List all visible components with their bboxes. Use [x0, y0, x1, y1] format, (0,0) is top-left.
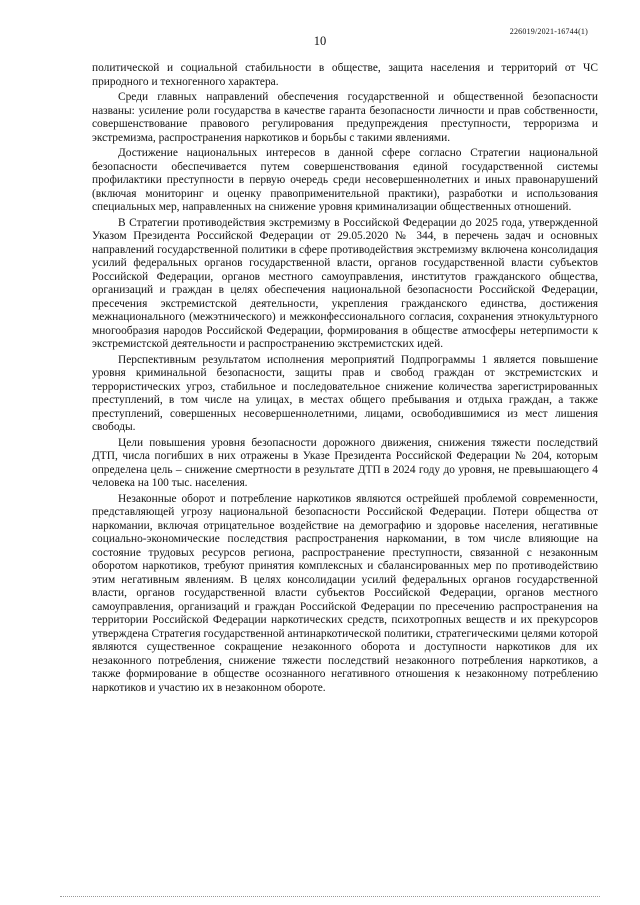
document-body	[92, 62, 598, 697]
page-number: 10	[313, 34, 327, 48]
paragraph-drug-policy: Незаконные оборот и потребление наркотиков являются острейшей проблемой современности, представляющей угрозу национальной безопасности Российской Федерации. Потери общества от наркомании, включая отрицательное воздействие на демографию и здоровье населения, негативные социально-экономические последствия распространения наркомании, в том числе влияющие на состояние трудовых ресурсов региона, распространение преступности, связанной с незаконным оборотом наркотиков, требуют принятия комплексных и сбалансированных мер по противодействию этим негативным явлениям. В целях консолидации усилий федеральных органов государственной власти, органов государственной власти субъектов Российской Федерации, органов местного самоуправления, организаций и граждан Российской Федерации по пресечению распространения на территории Российской Федерации наркотических средств, психотропных веществ и их прекурсоров утверждена Стратегия государственной антинаркотической политики, стратегическими целями которой являются существенное сокращение незаконного оборота и доступности наркотиков для их незаконного потребления, снижение тяжести последствий незаконного потребления наркотиков, а также формирование в обществе осознанного негативного отношения к незаконному потреблению наркотиков и участию их в незаконном обороте.	[92, 492, 598, 694]
paragraph-subprogram-results: Перспективным результатом исполнения мероприятий Подпрограммы 1 является повышение уровня криминальной безопасности, защиты прав и свобод граждан от экстремистских и террористических угроз, стабильное и последовательное снижение количества зарегистрированных преступлений, в том числе на улицах, в местах общего пребывания и отдыха граждан, а также преступлений, совершенных несовершеннолетними, лицами, освободившимися из мест лишения свободы.	[92, 353, 598, 433]
page-bottom-divider	[60, 896, 600, 897]
paragraph-continuation: политической и социальной стабильности в обществе, защита населения и территорий от ЧС природного и техногенного характера.	[92, 62, 598, 88]
paragraph-extremism-strategy: В Стратегии противодействия экстремизму в Российской Федерации до 2025 года, утвержденной Указом Президента Российской Федерации от 29.05.2020 № 344, в перечень задач и основных направлений государственной политики в сфере противодействия экстремизму включена консолидация усилий федеральных органов государственной власти, органов государственной власти субъектов Российской Федерации, органов местного самоуправления, институтов гражданского общества, организаций и граждан в целях обеспечения национальной безопасности Российской Федерации, пресечения экстремистской деятельности, укрепления гражданского единства, достижения межнационального (межэтнического) и межконфессионального согласия, сохранения этнокультурного многообразия народов Российской Федерации, формирования в обществе атмосферы нетерпимости к экстремистской деятельности и распространению экстремистских идей.	[92, 216, 598, 350]
document-registration-number: 226019/2021-16744(1)	[509, 27, 588, 36]
paragraph-road-safety: Цели повышения уровня безопасности дорожного движения, снижения тяжести последствий ДТП, числа погибших в них отражены в Указе Президента Российской Федерации № 204, которым определена цель – снижение смертности в результате ДТП в 2024 году до уровня, не превышающего 4 человека на 100 тыс. населения.	[92, 436, 598, 489]
paragraph-national-interests: Достижение национальных интересов в данной сфере согласно Стратегии национальной безопасности обеспечивается путем совершенствования единой государственной системы профилактики преступности в первую очередь среди несовершеннолетних и иных правонарушений (включая мониторинг и оценку правоприменительной практики), разработки и использования специальных мер, направленных на снижение уровня криминализации общественных отношений.	[92, 147, 598, 213]
paragraph-security-directions: Среди главных направлений обеспечения государственной и общественной безопасности названы: усиление роли государства в качестве гаранта безопасности личности и прав собственности, совершенствование правового регулирования предупреждения преступности, терроризма и экстремизма, распространения наркотиков и борьбы с такими явлениями.	[92, 91, 598, 144]
